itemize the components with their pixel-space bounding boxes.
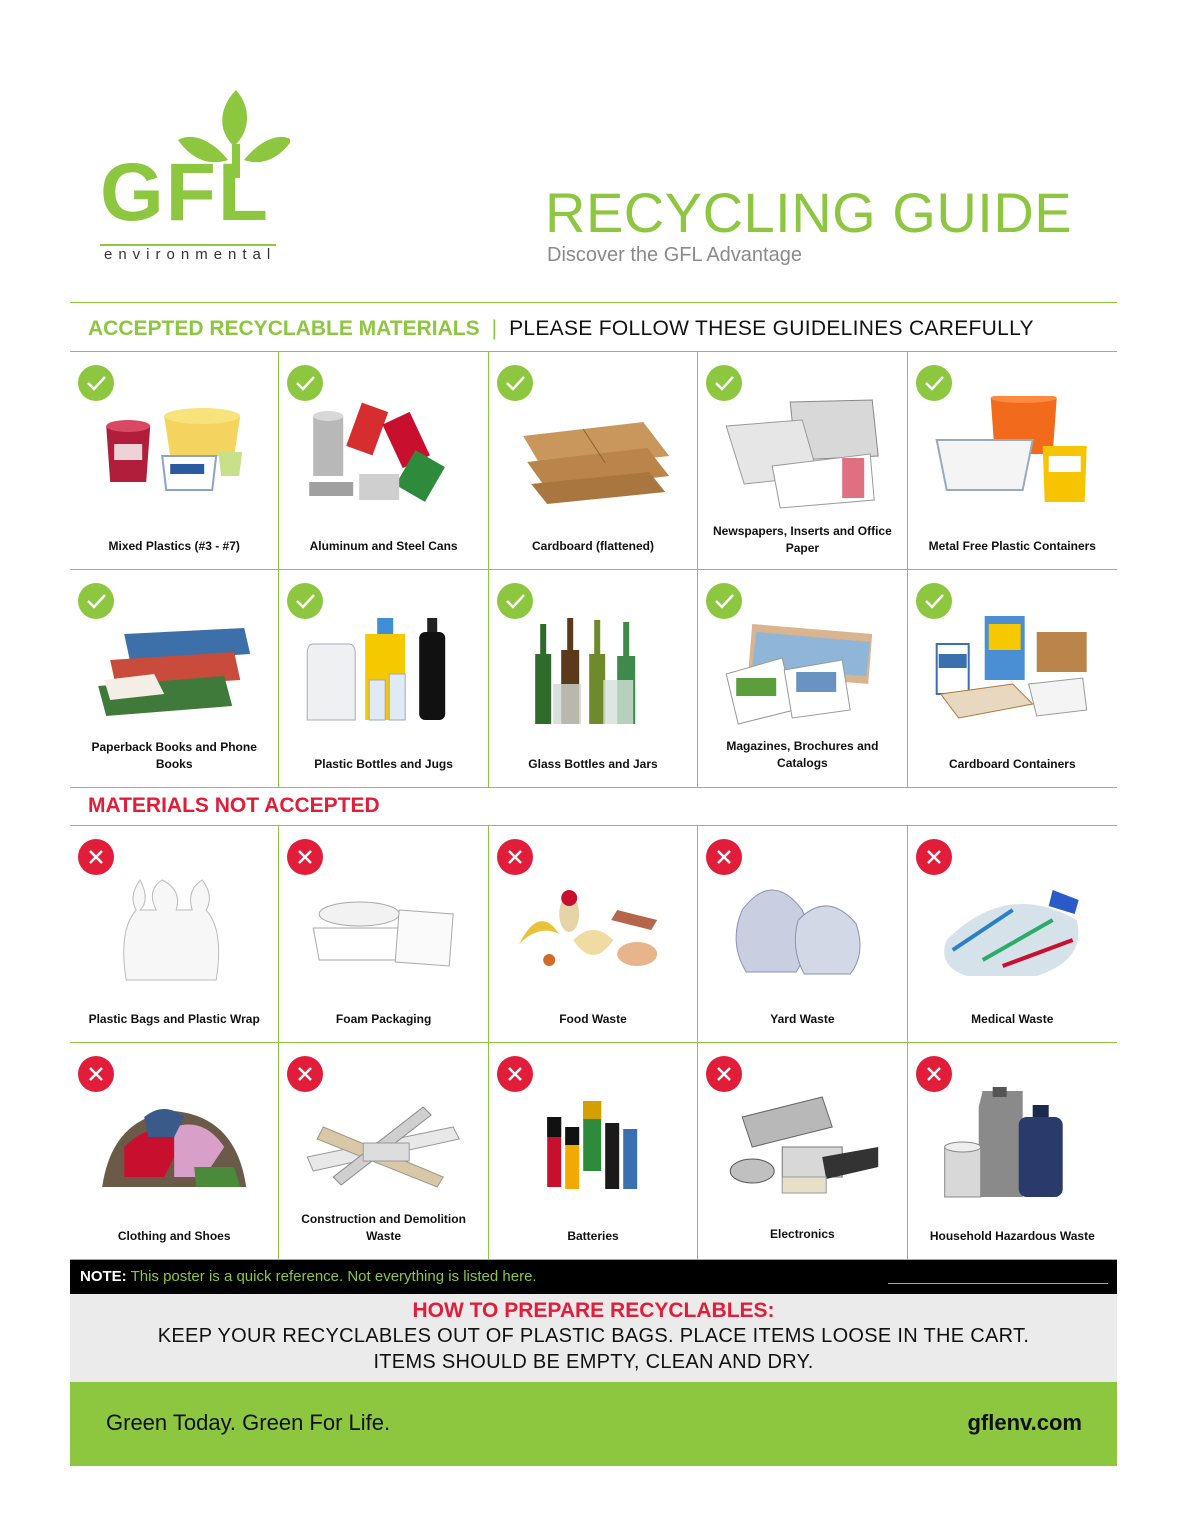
page-title: RECYCLING GUIDE: [545, 181, 1073, 244]
accepted-grid: [70, 352, 1117, 788]
accepted-item: [279, 352, 488, 570]
accepted-title: ACCEPTED RECYCLABLE MATERIALS: [88, 317, 480, 340]
medical-waste-icon: [930, 870, 1095, 986]
accepted-item: [489, 352, 698, 570]
plastic-bag-icon: [92, 870, 256, 986]
note-text: [80, 1268, 537, 1285]
heading-separator: |: [491, 317, 498, 340]
item-label: Cardboard (flattened): [531, 539, 654, 553]
batteries-icon: [511, 1087, 675, 1203]
logo-tagline: environmental: [104, 246, 277, 263]
divider: [70, 302, 1117, 303]
not-accepted-item: [908, 826, 1117, 1043]
accepted-item: [908, 352, 1117, 570]
logo-wordmark: GFL: [100, 147, 270, 238]
not-accepted-item: [70, 1043, 279, 1260]
item-label: Construction and Demolition Waste: [301, 1212, 466, 1243]
plastic-bottles-icon: [301, 614, 465, 730]
prepare-title: HOW TO PREPARE RECYCLABLES:: [412, 1299, 775, 1322]
prepare-line-2: ITEMS SHOULD BE EMPTY, CLEAN AND DRY.: [373, 1351, 814, 1373]
not-accepted-item: [279, 1043, 488, 1260]
cardboard-icon: [511, 396, 675, 512]
plastic-containers-icon: [930, 396, 1095, 512]
item-label: Electronics: [770, 1227, 835, 1241]
item-label: Newspapers, Inserts and Office Paper: [713, 524, 892, 555]
accepted-heading: [88, 315, 1034, 343]
note-underline: [888, 1283, 1108, 1284]
foam-icon: [301, 870, 465, 986]
cardboard-containers-icon: [930, 614, 1095, 730]
footer-slogan: Green Today. Green For Life.: [106, 1410, 391, 1435]
accepted-item: [489, 570, 698, 788]
footer-website-link[interactable]: gflenv.com: [967, 1410, 1082, 1435]
note-prefix: NOTE:: [80, 1268, 127, 1285]
prepare-line-1: KEEP YOUR RECYCLABLES OUT OF PLASTIC BAGS. PLACE ITEMS LOOSE IN THE CART.: [157, 1325, 1030, 1347]
construction-waste-icon: [301, 1087, 465, 1203]
not-accepted-heading: MATERIALS NOT ACCEPTED: [88, 794, 380, 817]
accepted-item: [279, 570, 488, 788]
not-accepted-grid: [70, 826, 1117, 1260]
cans-icon: [301, 396, 465, 512]
yard-waste-icon: [720, 870, 884, 986]
item-label: Aluminum and Steel Cans: [309, 539, 458, 553]
guideline-text: PLEASE FOLLOW THESE GUIDELINES CAREFULLY: [509, 317, 1034, 340]
item-label: Foam Packaging: [335, 1012, 432, 1026]
newspaper-icon: [720, 396, 884, 512]
not-accepted-item: [70, 826, 279, 1043]
item-label: Household Hazardous Waste: [929, 1229, 1095, 1243]
glass-bottles-icon: [511, 614, 675, 730]
not-accepted-item: [489, 826, 698, 1043]
item-label: Magazines, Brochures and Catalogs: [726, 739, 879, 770]
item-label: Plastic Bags and Plastic Wrap: [88, 1012, 260, 1026]
not-accepted-item: [908, 1043, 1117, 1260]
accepted-item: [698, 570, 907, 788]
not-accepted-item: [489, 1043, 698, 1260]
accepted-item: [908, 570, 1117, 788]
clothing-icon: [92, 1087, 256, 1203]
accepted-item: [70, 352, 279, 570]
note-body: This poster is a quick reference. Not everything is listed here.: [130, 1268, 537, 1285]
accepted-item: [698, 352, 907, 570]
item-label: Plastic Bottles and Jugs: [314, 757, 453, 771]
accepted-item: [70, 570, 279, 788]
item-label: Medical Waste: [971, 1012, 1054, 1026]
books-icon: [92, 614, 256, 730]
item-label: Batteries: [567, 1229, 619, 1243]
not-accepted-item: [698, 1043, 907, 1260]
not-accepted-item: [698, 826, 907, 1043]
item-label: Metal Free Plastic Containers: [928, 539, 1096, 553]
magazines-icon: [720, 614, 884, 730]
item-label: Mixed Plastics (#3 - #7): [108, 539, 240, 553]
item-label: Glass Bottles and Jars: [528, 757, 658, 771]
hazardous-waste-icon: [930, 1087, 1095, 1203]
not-accepted-item: [279, 826, 488, 1043]
food-waste-icon: [511, 870, 675, 986]
item-label: Food Waste: [559, 1012, 627, 1026]
item-label: Yard Waste: [770, 1012, 835, 1026]
item-label: Cardboard Containers: [948, 757, 1076, 771]
electronics-icon: [720, 1087, 884, 1203]
item-label: Clothing and Shoes: [117, 1229, 231, 1243]
plastic-tubs-icon: [92, 396, 256, 512]
item-label: Paperback Books and Phone Books: [91, 740, 257, 771]
page-subtitle: Discover the GFL Advantage: [547, 244, 802, 266]
